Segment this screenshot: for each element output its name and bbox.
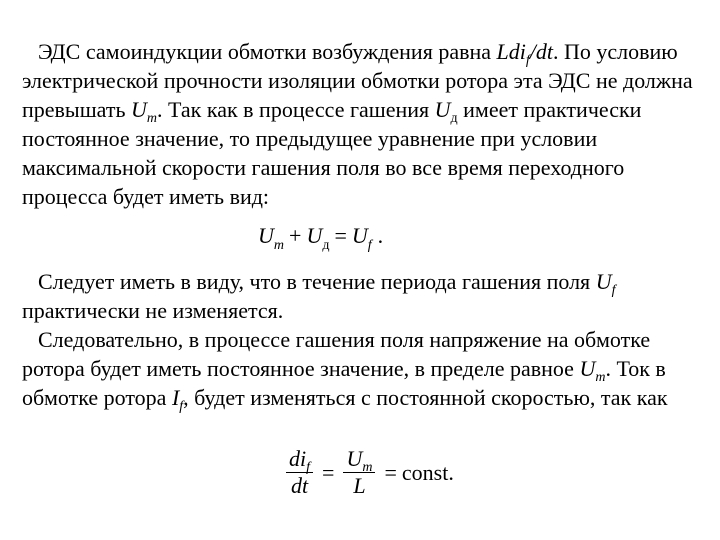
numerator: $U_m$ [346, 446, 373, 475]
symbol-I: I [171, 385, 180, 410]
subscript-f: f [179, 399, 184, 414]
text-fragment: практически не изменяется. [22, 298, 284, 323]
equals-sign: = [334, 223, 347, 248]
subscript-f: f [611, 283, 616, 298]
symbol-U: U [434, 97, 451, 122]
subscript-d: д [450, 111, 458, 126]
symbol-U: U [258, 223, 274, 248]
equals-sign: = [384, 459, 397, 485]
text-fragment: . Ток в обмотке ротора [22, 356, 666, 410]
equation-voltage-sum [258, 221, 383, 251]
text-fragment: Следовательно, в процессе гашения поля напряжение на обмотке ротора будет иметь постоянное значение, в пределе равное [22, 327, 651, 381]
plus-sign: + [289, 223, 302, 248]
paragraph-rotor-voltage [22, 325, 702, 412]
paragraph-emf-self-induction [22, 37, 702, 211]
text-fragment: . Так как в процессе гашения [157, 97, 435, 122]
denominator: dt [290, 473, 309, 498]
symbol-U: U [579, 356, 596, 381]
symbol-ldi: Ldi [496, 39, 526, 64]
subscript-f: f [367, 238, 372, 253]
denominator: L [353, 473, 366, 498]
text-fragment: ЭДС самоиндукции обмотки возбуждения равна [38, 39, 497, 64]
numerator: $di_f$ [289, 446, 311, 475]
text-fragment: Следует иметь в виду, что в течение периода гашения поля [38, 269, 596, 294]
fraction-um-l [343, 446, 375, 499]
subscript-f: f [306, 460, 311, 475]
equation-current-rate [282, 446, 454, 499]
text-fragment: . По условию электрической прочности изоляции обмотки ротора эта ЭДС не должна превышать [22, 39, 693, 122]
symbol-U: U [351, 223, 368, 248]
period: . [377, 223, 384, 248]
fraction-dif-dt [286, 446, 313, 499]
const-label: const. [401, 459, 454, 485]
subscript-m: m [362, 460, 373, 475]
subscript-m: m [146, 111, 158, 126]
text-fragment: имеет практически постоянное значение, то предыдущее уравнение при условии максимальной скорости гашения поля во все время переходного процесса будет иметь вид: [22, 97, 642, 209]
symbol-U: U [131, 97, 147, 122]
subscript-f: f [525, 53, 530, 68]
subscript-m: m [595, 370, 606, 385]
paragraph-uf-constant [22, 267, 702, 325]
equals-sign: = [322, 459, 335, 485]
symbol-U: U [306, 223, 323, 248]
subscript-d: д [322, 238, 330, 253]
symbol-U: U [595, 269, 612, 294]
text-fragment: , будет изменяться с постоянной скоростью, так как [183, 385, 668, 410]
symbol-dt: /dt [529, 39, 554, 64]
subscript-m: m [273, 238, 285, 253]
